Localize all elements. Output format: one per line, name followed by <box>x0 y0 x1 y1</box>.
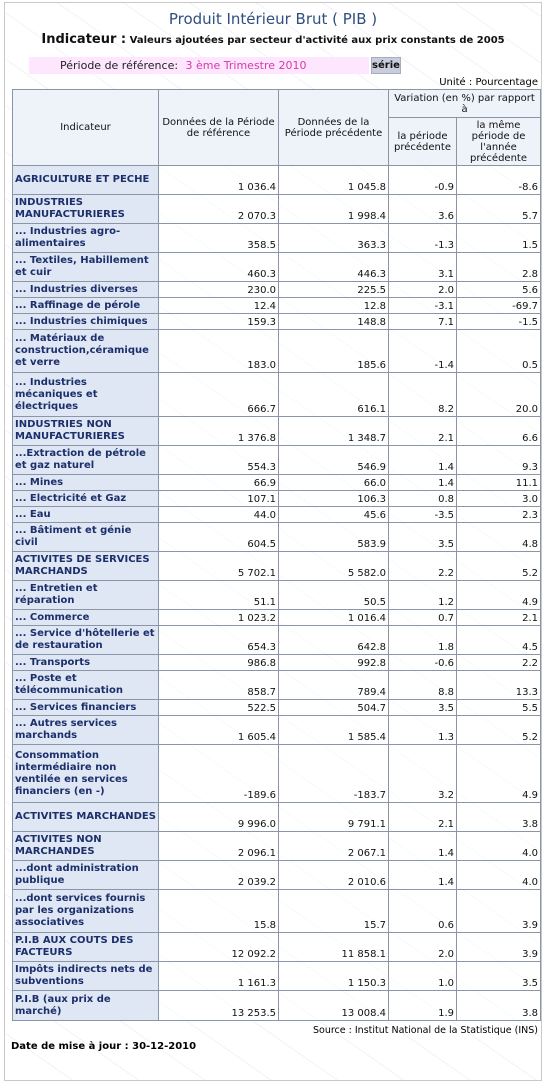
table-row <box>13 491 541 507</box>
row-label: ... Industries chimiques <box>13 314 159 330</box>
row-value-prev: 5 582.0 <box>279 552 389 581</box>
row-var-year: 3.5 <box>457 962 541 991</box>
row-var-year: 2.3 <box>457 507 541 523</box>
table-row <box>13 507 541 523</box>
col-header-variation: Variation (en %) par rapport à <box>389 90 541 118</box>
row-var-prev: 8.2 <box>389 373 457 417</box>
source-note: Source : Institut National de la Statistique (INS) <box>313 1025 538 1036</box>
row-label: ... Mines <box>13 475 159 491</box>
row-value-prev: 2 067.1 <box>279 832 389 861</box>
row-var-prev: -0.9 <box>389 166 457 195</box>
row-label: INDUSTRIES MANUFACTURIERES <box>13 195 159 224</box>
row-var-year: 5.7 <box>457 195 541 224</box>
col-header-prev: Données de la Période précédente <box>279 90 389 166</box>
row-label: ... Matériaux de construction,céramique et verre <box>13 330 159 373</box>
row-value-ref: 858.7 <box>159 671 279 700</box>
table-row <box>13 298 541 314</box>
row-var-prev: -1.3 <box>389 224 457 253</box>
row-var-prev: 2.1 <box>389 803 457 832</box>
row-value-ref: 986.8 <box>159 655 279 671</box>
table-row <box>13 962 541 991</box>
row-var-year: 4.8 <box>457 523 541 552</box>
row-value-ref: 107.1 <box>159 491 279 507</box>
row-var-year: 3.9 <box>457 890 541 933</box>
row-value-prev: 616.1 <box>279 373 389 417</box>
row-var-year: 4.9 <box>457 745 541 803</box>
col-header-var-prev: la période précédente <box>389 118 457 166</box>
row-var-prev: 0.8 <box>389 491 457 507</box>
col-header-indicator: Indicateur <box>13 90 159 166</box>
row-value-ref: 1 036.4 <box>159 166 279 195</box>
row-var-year: 5.5 <box>457 700 541 716</box>
row-var-prev: 3.5 <box>389 523 457 552</box>
row-var-prev: 1.8 <box>389 626 457 655</box>
row-value-ref: 554.3 <box>159 446 279 475</box>
row-var-prev: 1.4 <box>389 861 457 890</box>
row-value-prev: 446.3 <box>279 253 389 282</box>
row-label: ... Textiles, Habillement et cuir <box>13 253 159 282</box>
table-row <box>13 446 541 475</box>
period-value: 3 ème Trimestre 2010 <box>185 59 307 72</box>
row-value-prev: 1 150.3 <box>279 962 389 991</box>
row-var-prev: -3.5 <box>389 507 457 523</box>
period-box <box>29 57 369 74</box>
row-label: ... Autres services marchands <box>13 716 159 745</box>
row-var-year: 1.5 <box>457 224 541 253</box>
indicator-text: Valeurs ajoutées par secteur d'activité aux prix constants de 2005 <box>129 35 505 46</box>
table-row <box>13 655 541 671</box>
row-value-prev: 12.8 <box>279 298 389 314</box>
row-label: ... Industries mécaniques et électriques <box>13 373 159 417</box>
row-value-ref: 66.9 <box>159 475 279 491</box>
table-row <box>13 552 541 581</box>
page-title: Produit Intérieur Brut ( PIB ) <box>168 10 378 28</box>
period-row <box>5 57 541 75</box>
row-value-prev: 504.7 <box>279 700 389 716</box>
row-value-prev: 148.8 <box>279 314 389 330</box>
row-label: ...dont administration publique <box>13 861 159 890</box>
table-row <box>13 417 541 446</box>
row-value-prev: 15.7 <box>279 890 389 933</box>
table-row <box>13 253 541 282</box>
row-var-year: 3.0 <box>457 491 541 507</box>
row-value-prev: 185.6 <box>279 330 389 373</box>
row-value-prev: -183.7 <box>279 745 389 803</box>
row-value-ref: 159.3 <box>159 314 279 330</box>
table-row <box>13 626 541 655</box>
row-value-prev: 225.5 <box>279 282 389 298</box>
row-label: ACTIVITES MARCHANDES <box>13 803 159 832</box>
table-row <box>13 933 541 962</box>
row-label: ACTIVITES NON MARCHANDES <box>13 832 159 861</box>
row-label: ...dont services fournis par les organizations associatives <box>13 890 159 933</box>
row-value-prev: 11 858.1 <box>279 933 389 962</box>
col-header-ref: Données de la Période de référence <box>159 90 279 166</box>
pib-table <box>12 89 541 1021</box>
table-row <box>13 671 541 700</box>
row-var-prev: 1.4 <box>389 832 457 861</box>
row-var-year: -8.6 <box>457 166 541 195</box>
table-row <box>13 610 541 626</box>
row-label: ... Eau <box>13 507 159 523</box>
row-label: P.I.B AUX COUTS DES FACTEURS <box>13 933 159 962</box>
table-row <box>13 330 541 373</box>
row-var-year: 3.9 <box>457 933 541 962</box>
row-var-prev: 1.3 <box>389 716 457 745</box>
row-label: ... Service d'hôtellerie et de restauration <box>13 626 159 655</box>
table-row <box>13 282 541 298</box>
row-label: ... Transports <box>13 655 159 671</box>
row-value-ref: 604.5 <box>159 523 279 552</box>
table-row <box>13 373 541 417</box>
row-var-year: 2.2 <box>457 655 541 671</box>
row-var-prev: -0.6 <box>389 655 457 671</box>
row-value-prev: 642.8 <box>279 626 389 655</box>
row-value-prev: 66.0 <box>279 475 389 491</box>
row-var-prev: 1.9 <box>389 991 457 1021</box>
row-var-year: 5.2 <box>457 716 541 745</box>
update-date: Date de mise à jour : 30-12-2010 <box>11 1041 197 1052</box>
serie-button[interactable]: série <box>371 57 401 74</box>
row-var-prev: 3.6 <box>389 195 457 224</box>
row-label: INDUSTRIES NON MANUFACTURIERES <box>13 417 159 446</box>
row-label: ...Extraction de pétrole et gaz naturel <box>13 446 159 475</box>
period-label: Période de référence: <box>60 59 179 72</box>
row-label: ... Bâtiment et génie civil <box>13 523 159 552</box>
table-row <box>13 523 541 552</box>
row-var-prev: 8.8 <box>389 671 457 700</box>
row-value-ref: 9 996.0 <box>159 803 279 832</box>
table-row <box>13 314 541 330</box>
row-value-ref: 5 702.1 <box>159 552 279 581</box>
row-value-ref: 460.3 <box>159 253 279 282</box>
table-row <box>13 166 541 195</box>
row-var-prev: 3.5 <box>389 700 457 716</box>
row-value-ref: 2 039.2 <box>159 861 279 890</box>
row-value-ref: 51.1 <box>159 581 279 610</box>
row-value-ref: 12 092.2 <box>159 933 279 962</box>
row-var-prev: -1.4 <box>389 330 457 373</box>
row-var-year: 5.2 <box>457 552 541 581</box>
row-var-year: 20.0 <box>457 373 541 417</box>
row-var-year: 11.1 <box>457 475 541 491</box>
row-value-prev: 546.9 <box>279 446 389 475</box>
row-var-prev: 1.2 <box>389 581 457 610</box>
row-value-prev: 2 010.6 <box>279 861 389 890</box>
row-label: ... Poste et télécommunication <box>13 671 159 700</box>
row-var-prev: 3.1 <box>389 253 457 282</box>
row-label: AGRICULTURE ET PECHE <box>13 166 159 195</box>
row-var-year: -69.7 <box>457 298 541 314</box>
row-value-ref: 1 161.3 <box>159 962 279 991</box>
row-value-prev: 13 008.4 <box>279 991 389 1021</box>
row-value-ref: -189.6 <box>159 745 279 803</box>
table-row <box>13 475 541 491</box>
row-var-prev: -3.1 <box>389 298 457 314</box>
row-value-ref: 230.0 <box>159 282 279 298</box>
row-var-prev: 7.1 <box>389 314 457 330</box>
table-row <box>13 832 541 861</box>
row-var-year: 9.3 <box>457 446 541 475</box>
row-label: ... Electricité et Gaz <box>13 491 159 507</box>
row-value-ref: 1 023.2 <box>159 610 279 626</box>
row-label: Consommation intermédiaire non ventilée en services financiers (en -) <box>13 745 159 803</box>
row-var-year: 4.0 <box>457 832 541 861</box>
row-var-prev: 2.0 <box>389 933 457 962</box>
row-var-prev: 2.0 <box>389 282 457 298</box>
table-row <box>13 224 541 253</box>
row-var-prev: 0.6 <box>389 890 457 933</box>
row-value-ref: 666.7 <box>159 373 279 417</box>
table-row <box>13 581 541 610</box>
row-value-prev: 1 348.7 <box>279 417 389 446</box>
row-var-prev: 2.2 <box>389 552 457 581</box>
row-var-year: 5.6 <box>457 282 541 298</box>
row-value-prev: 583.9 <box>279 523 389 552</box>
row-value-ref: 1 376.8 <box>159 417 279 446</box>
row-value-ref: 44.0 <box>159 507 279 523</box>
unit-label: Unité : Pourcentage <box>439 77 538 88</box>
table-row <box>13 861 541 890</box>
row-var-year: 4.9 <box>457 581 541 610</box>
row-var-year: -1.5 <box>457 314 541 330</box>
row-var-prev: 1.0 <box>389 962 457 991</box>
table-row <box>13 803 541 832</box>
row-value-ref: 1 605.4 <box>159 716 279 745</box>
row-value-ref: 13 253.5 <box>159 991 279 1021</box>
row-value-prev: 363.3 <box>279 224 389 253</box>
row-label: ... Services financiers <box>13 700 159 716</box>
row-value-ref: 12.4 <box>159 298 279 314</box>
table-row <box>13 890 541 933</box>
row-label: ... Raffinage de pérole <box>13 298 159 314</box>
pib-page <box>4 2 542 1081</box>
row-var-prev: 0.7 <box>389 610 457 626</box>
row-label: ... Commerce <box>13 610 159 626</box>
row-value-prev: 9 791.1 <box>279 803 389 832</box>
row-value-ref: 2 070.3 <box>159 195 279 224</box>
table-row <box>13 700 541 716</box>
row-value-ref: 183.0 <box>159 330 279 373</box>
row-var-year: 3.8 <box>457 803 541 832</box>
col-header-var-year: la même période de l'année précédente <box>457 118 541 166</box>
row-var-prev: 2.1 <box>389 417 457 446</box>
row-value-ref: 358.5 <box>159 224 279 253</box>
table-row <box>13 716 541 745</box>
table-row <box>13 991 541 1021</box>
row-var-year: 2.8 <box>457 253 541 282</box>
table-row <box>13 195 541 224</box>
indicator-subtitle <box>5 32 541 48</box>
row-label: ... Industries agro-alimentaires <box>13 224 159 253</box>
table-body <box>13 166 541 1021</box>
row-value-prev: 1 045.8 <box>279 166 389 195</box>
row-var-year: 0.5 <box>457 330 541 373</box>
row-label: P.I.B (aux prix de marché) <box>13 991 159 1021</box>
row-var-year: 6.6 <box>457 417 541 446</box>
row-var-year: 2.1 <box>457 610 541 626</box>
row-value-prev: 1 585.4 <box>279 716 389 745</box>
row-var-year: 4.5 <box>457 626 541 655</box>
indicator-prefix: Indicateur : <box>41 32 127 47</box>
row-var-prev: 1.4 <box>389 446 457 475</box>
row-value-prev: 992.8 <box>279 655 389 671</box>
row-var-prev: 3.2 <box>389 745 457 803</box>
row-var-year: 4.0 <box>457 861 541 890</box>
row-var-prev: 1.4 <box>389 475 457 491</box>
row-value-ref: 2 096.1 <box>159 832 279 861</box>
row-value-ref: 654.3 <box>159 626 279 655</box>
row-label: Impôts indirects nets de subventions <box>13 962 159 991</box>
row-value-prev: 789.4 <box>279 671 389 700</box>
row-value-prev: 1 016.4 <box>279 610 389 626</box>
row-label: ... Industries diverses <box>13 282 159 298</box>
table-row <box>13 745 541 803</box>
row-label: ... Entretien et réparation <box>13 581 159 610</box>
row-value-ref: 15.8 <box>159 890 279 933</box>
row-var-year: 13.3 <box>457 671 541 700</box>
row-value-prev: 45.6 <box>279 507 389 523</box>
row-value-prev: 106.3 <box>279 491 389 507</box>
row-var-year: 3.8 <box>457 991 541 1021</box>
row-value-prev: 50.5 <box>279 581 389 610</box>
row-label: ACTIVITES DE SERVICES MARCHANDS <box>13 552 159 581</box>
row-value-ref: 522.5 <box>159 700 279 716</box>
row-value-prev: 1 998.4 <box>279 195 389 224</box>
